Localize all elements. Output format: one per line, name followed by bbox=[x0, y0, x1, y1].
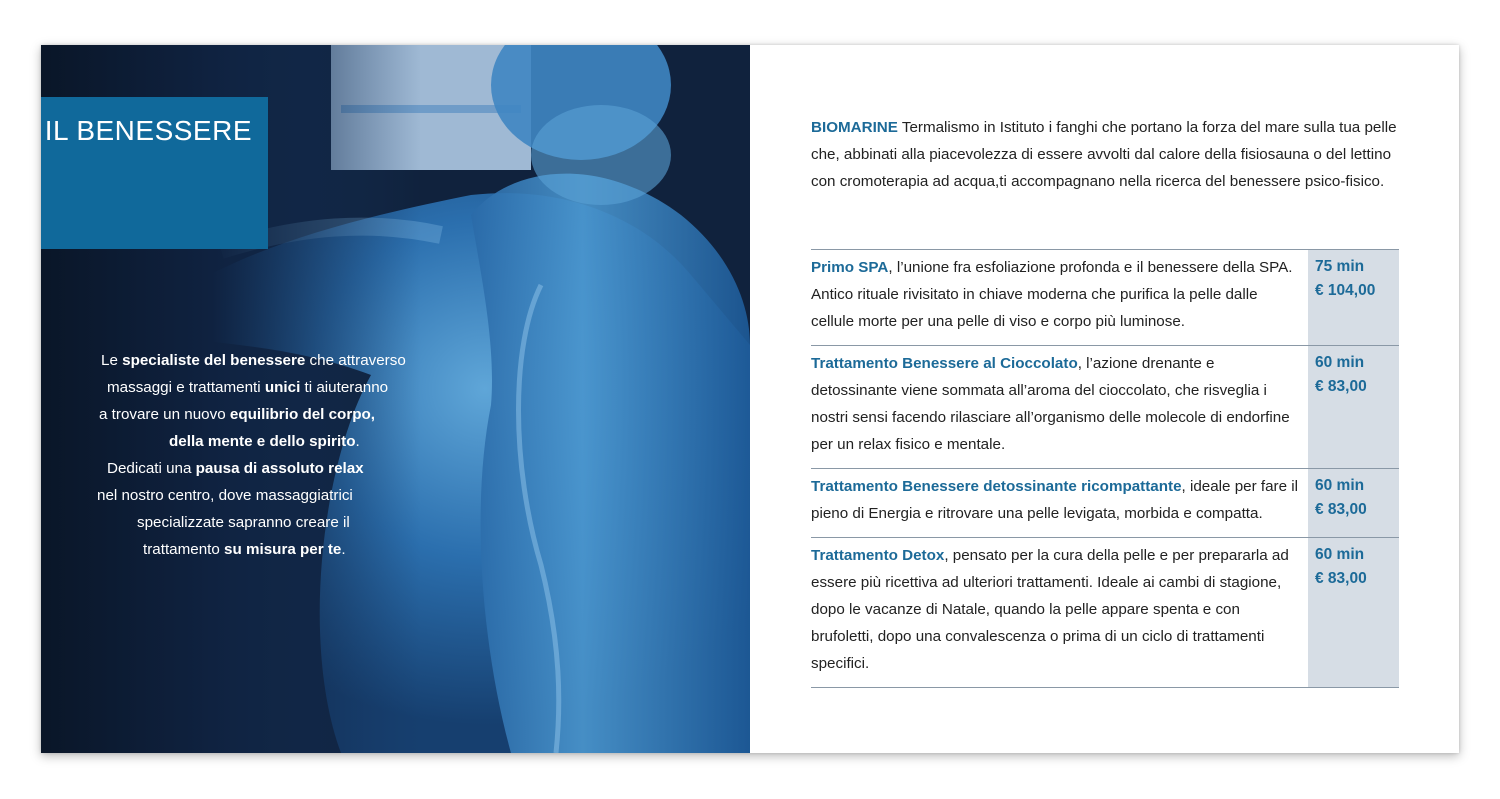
intro-segment: ti aiuteranno bbox=[300, 379, 389, 396]
treatment-duration: 75 min bbox=[1315, 258, 1365, 275]
intro-segment: Le bbox=[101, 352, 123, 369]
treatment-text: , ideale per fare il pieno di Energia e ritrovare una pelle levigata, morbida e compatta. bbox=[811, 478, 1299, 522]
right-page bbox=[750, 45, 1459, 753]
treatment-price: € 83,00 bbox=[1315, 570, 1367, 587]
treatment-description bbox=[811, 346, 1308, 469]
intro-segment: specializzate sapranno creare il bbox=[137, 514, 350, 531]
treatment-price-cell bbox=[1308, 538, 1399, 688]
treatment-price: € 83,00 bbox=[1315, 378, 1367, 395]
intro-line bbox=[81, 347, 406, 374]
intro-highlight: della mente e dello spirito bbox=[169, 433, 356, 450]
page-title: IL BENESSERE bbox=[44, 115, 252, 146]
biomarine-text: Termalismo in Istituto i fanghi che portano la forza del mare sulla tua pelle che, abbinati alla piacevolezza di essere avvolti dal calore della fisiosauna o del lettino con cromoterapia ad acqua,ti accompagnano nella ricerca del benessere psico-fisico. bbox=[811, 119, 1397, 190]
treatment-text: , pensato per la cura della pelle e per prepararla ad essere più ricettiva ad ulteriori trattamenti. Ideale ai cambi di stagione, dopo le vacanze di Natale, quando la pelle appare spenta e con brufoletti, dopo una convalescenza o prima di un ciclo di trattamenti specifici. bbox=[811, 547, 1289, 672]
treatment-duration: 60 min bbox=[1315, 477, 1365, 494]
treatments-table bbox=[811, 249, 1399, 688]
title-box bbox=[41, 97, 268, 249]
treatment-text: , l’unione fra esfoliazione profonda e il benessere della SPA. Antico rituale rivisitato in chiave moderna che purifica la pelle dalle cellule morte per una pelle di viso e corpo più luminose. bbox=[811, 259, 1293, 330]
treatment-price-cell bbox=[1308, 250, 1399, 346]
intro-text bbox=[81, 347, 406, 563]
treatment-row bbox=[811, 469, 1399, 538]
intro-line bbox=[81, 401, 401, 428]
treatment-row bbox=[811, 250, 1399, 346]
treatment-price: € 83,00 bbox=[1315, 501, 1367, 518]
treatment-price: € 104,00 bbox=[1315, 282, 1376, 299]
intro-line bbox=[81, 509, 401, 536]
treatment-name: Trattamento Benessere al Cioccolato bbox=[811, 355, 1078, 372]
treatment-duration: 60 min bbox=[1315, 354, 1365, 371]
brochure-spread bbox=[41, 45, 1459, 753]
treatment-description bbox=[811, 538, 1308, 688]
intro-line bbox=[81, 455, 401, 482]
spa-photo bbox=[41, 45, 750, 753]
treatment-description bbox=[811, 250, 1308, 346]
intro-segment: massaggi e trattamenti bbox=[107, 379, 265, 396]
intro-highlight: equilibrio del corpo, bbox=[229, 406, 376, 423]
intro-highlight: pausa di assoluto relax bbox=[195, 460, 364, 477]
intro-segment: a trovare un nuovo bbox=[99, 406, 230, 423]
intro-segment: . bbox=[355, 433, 360, 450]
intro-segment: Dedicati una bbox=[107, 460, 196, 477]
intro-highlight: specialiste del benessere bbox=[122, 352, 306, 369]
treatment-price-cell bbox=[1308, 469, 1399, 538]
intro-line bbox=[81, 536, 401, 563]
biomarine-label: BIOMARINE bbox=[811, 119, 898, 136]
treatment-name: Primo SPA bbox=[811, 259, 889, 276]
intro-highlight: unici bbox=[264, 379, 301, 396]
treatment-row bbox=[811, 538, 1399, 688]
intro-segment: che attraverso bbox=[305, 352, 406, 369]
intro-line bbox=[81, 482, 401, 509]
intro-line bbox=[81, 428, 401, 455]
treatment-name: Trattamento Detox bbox=[811, 547, 945, 564]
treatment-duration: 60 min bbox=[1315, 546, 1365, 563]
treatment-row bbox=[811, 346, 1399, 469]
treatment-name: Trattamento Benessere detossinante ricompattante bbox=[811, 478, 1182, 495]
intro-highlight: su misura per te bbox=[224, 541, 342, 558]
treatment-description bbox=[811, 469, 1308, 538]
treatment-price-cell bbox=[1308, 346, 1399, 469]
intro-line bbox=[81, 374, 401, 401]
intro-segment: nel nostro centro, dove massaggiatrici bbox=[97, 487, 353, 504]
intro-segment: . bbox=[341, 541, 346, 558]
treatment-text: , l’azione drenante e detossinante viene sommata all’aroma del cioccolato, che risveglia i nostri sensi facendo rilasciare all’organismo delle molecole di endorfine per un relax fisico e mentale. bbox=[811, 355, 1290, 453]
biomarine-paragraph bbox=[811, 114, 1401, 195]
intro-segment: trattamento bbox=[143, 541, 225, 558]
